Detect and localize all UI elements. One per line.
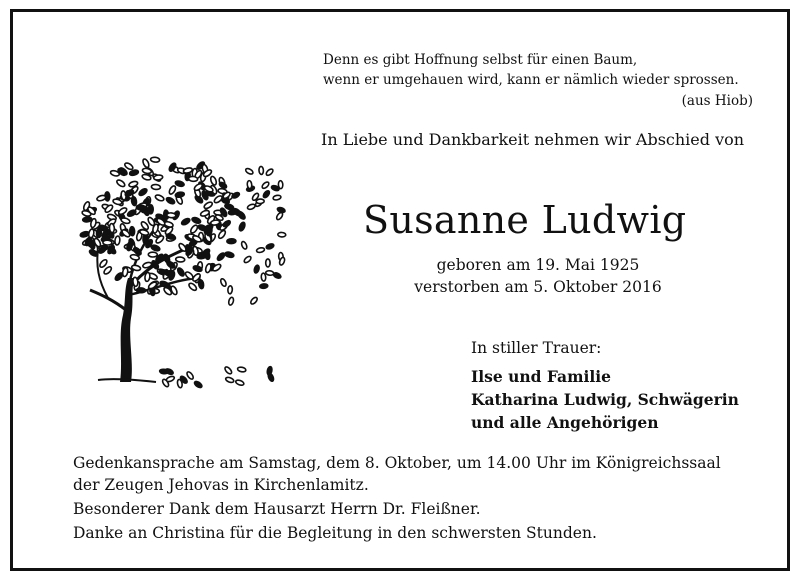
windswept-tree-icon	[68, 130, 288, 400]
birth-date: geboren am 19. Mai 1925	[436, 256, 640, 274]
mourners-list	[471, 365, 739, 434]
notes-block	[73, 452, 721, 544]
mourner-name: Katharina Ludwig, Schwägerin	[471, 390, 739, 409]
thanks-christina: Danke an Christina für die Begleitung in den schwersten Stunden.	[73, 524, 597, 542]
mourners-label: In stiller Trauer:	[471, 339, 602, 357]
obituary-frame	[10, 9, 790, 571]
ceremony-line-2: der Zeugen Jehovas in Kirchenlamitz.	[73, 476, 369, 494]
quote-line-1: Denn es gibt Hoffnung selbst für einen Baum,	[323, 52, 638, 68]
thanks-doctor: Besonderer Dank dem Hausarzt Herrn Dr. Fleißner.	[73, 500, 481, 518]
deceased-name: Susanne Ludwig	[363, 198, 687, 242]
life-dates	[393, 254, 683, 298]
mourner-name: Ilse und Familie	[471, 367, 612, 386]
death-date: verstorben am 5. Oktober 2016	[414, 278, 662, 296]
ceremony-line-1: Gedenkansprache am Samstag, dem 8. Oktober, um 14.00 Uhr im Königreichssaal	[73, 454, 721, 472]
quote-source: (aus Hiob)	[681, 93, 753, 109]
farewell-intro: In Liebe und Dankbarkeit nehmen wir Abschied von	[321, 130, 745, 149]
mourner-name: und alle Angehörigen	[471, 413, 659, 432]
quote-line-2: wenn er umgehauen wird, kann er nämlich wieder sprossen.	[323, 72, 739, 88]
